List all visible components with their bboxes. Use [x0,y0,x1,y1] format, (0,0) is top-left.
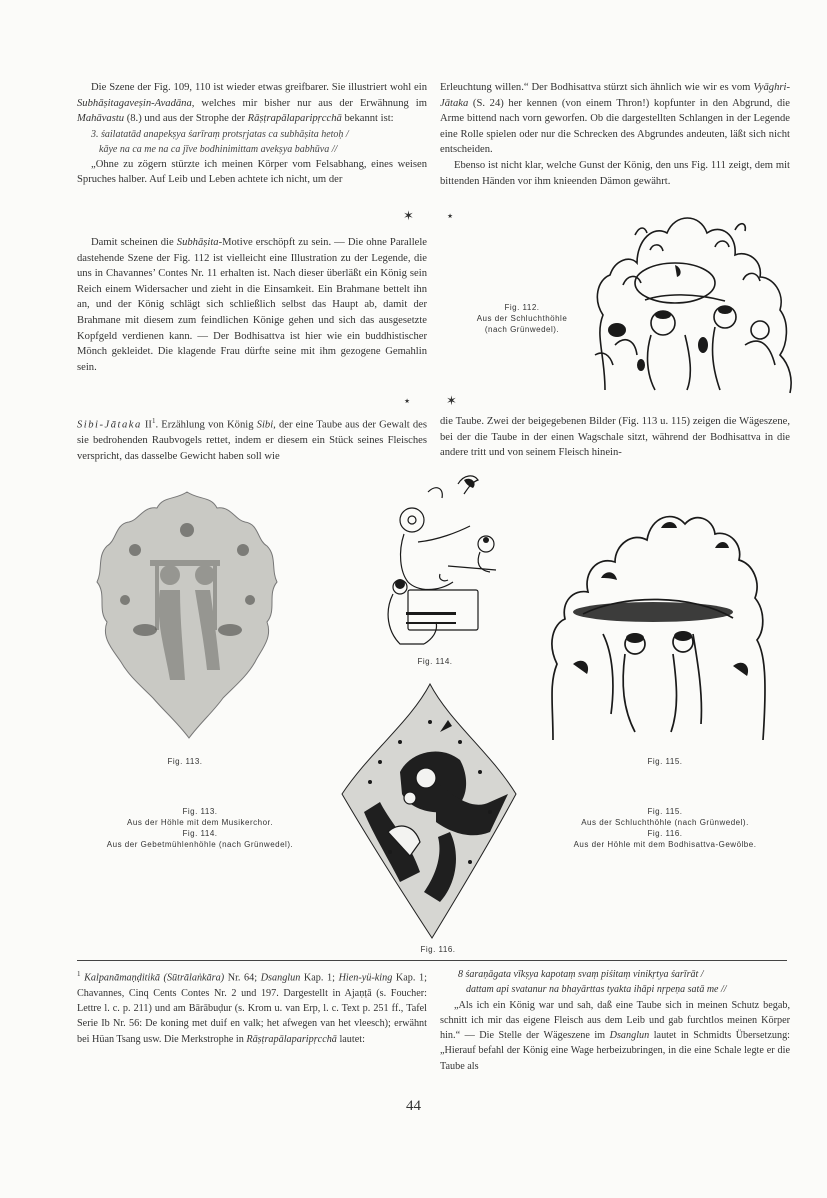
paragraph: Ebenso ist nicht klar, welche Gunst der König, den uns Fig. 111 zeigt, dem mit bittenden Händen vor ihm knieenden Dämon gewährt. [440,159,790,187]
section3-right [440,414,790,461]
verse-line: dattam api svatanur na bhayārttas tyakta ihāpi nṛpeṇa satā me // [466,984,727,996]
footnote: $^1$ Kalpanāmaṇḍitikā (Sūtrālaṅkāra) Nr. 64; Dsanglun Kap. 1; Hien-yü-king Kap. 1; Chavannes, Cinq Cents Contes Nr. 2 und 197. Dargestellt in Ajaṇṭā (s. Foucher: Lettre l. c. p. 211) und am Bārābuḍur (s. Krom u. van Erp, l. c. Text p. 251 ff., Tafel Serie Ib Nr. 56: De koning met duif en valk; het afwegen van het vleesch); erwähnt bei Hüan Tsang usw. Die Merkstrophe in Rāṣṭrapālaparipṛcchā lautet: [77,970,427,1045]
fig114-label: Fig. 114. [417,657,453,666]
fig115-116-caption: Fig. 115. Aus der Schluchthöhle (nach Grünwedel). Fig. 116. Aus der Höhle mit dem Bodhisattva-Gewölbe. [573,807,757,849]
paragraph: die Taube. Zwei der beigegebenen Bilder (Fig. 113 u. 115) zeigen die Wägeszene, bei der die Taube in der einen Wagschale sitzt, während der Bodhisattva in die andere tritt und von seinem Fleisch hinein- [440,416,790,459]
paragraph: „Ohne zu zögern stürzte ich meinen Körper vom Felsabhang, eines weisen Spruches halber. Auf Leib und Leben achtete ich nicht, um der [77,158,427,186]
fig114-image [378,462,523,654]
fig116-label: Fig. 116. [420,945,456,954]
page-number: 44 [406,1098,421,1114]
section1-left-column [77,80,427,188]
fig116-image [340,682,518,940]
fig112-caption: Fig. 112. Aus der Schluchthöhle (nach Grünwedel). [476,303,568,334]
footnote-rule [77,960,787,961]
section1-right-column [440,80,790,189]
section-star: ⋆ [403,393,412,408]
section-star: ✶ [446,393,457,408]
fig112-image [575,205,810,395]
verse-line: 3. śailatatād anapekṣya śarīraṃ protsṛjatas ca subhāṣita hetoḥ / [91,128,349,140]
section3-left [77,414,427,464]
verse-line: kāye na ca me na ca jīve bodhinimittam avekṣya babhūva // [99,143,338,155]
paragraph: Erleuchtung willen.“ Der Bodhisattva stürzt sich ähnlich wie wir es vom Vyāghri-Jātaka (S. 24) her kennen (von einem Thron!) kopfunter in den Abgrund, die Arme bittend nach vorn geworfen. Ob die dargestellten Schlangen in der Legende eine Rolle spielen oder nur die Schrecken des Abgrundes andeuten, läßt sich nicht entscheiden. [440,82,790,156]
paragraph: Die Szene der Fig. 109, 110 ist wieder etwas greifbarer. Sie illustriert wohl ein Subhāṣitagaveṣin-Avadāna, welches mir bisher nur aus der Erwähnung im Mahāvastu (8.) und aus der Strophe der Rāṣṭrapālaparipṛcchā bekannt ist: [77,82,427,125]
section-star: ✶ [403,208,414,223]
fig113-label: Fig. 113. [167,757,203,766]
fig115-label: Fig. 115. [647,757,683,766]
fig113-image [95,490,280,740]
fig113-114-caption: Fig. 113. Aus der Höhle mit dem Musikerchor. Fig. 114. Aus der Gebetmühlenhöhle (nach Grünwedel). [106,807,294,849]
paragraph: Damit scheinen die Subhāṣita-Motive erschöpft zu sein. — Die ohne Parallele dastehende Szene der Fig. 112 ist vielleicht eine Illustration zu der Legende, die uns in Chavannes’ Contes Nr. 11 erhalten ist. Nach dieser überläßt ein König sein Reich einem Widersacher und zieht in die Einsamkeit. Ein Brahmane bettelt ihn an, und der König schlägt sich schließlich selbst das Haupt ab, damit der Brahmane mit diesem zum feindlichen Könige gehen und sich das ausgesetzte Kopfgeld verdienen kann. — Der Bodhisattva ist hier wie ein buddhistischer Mönch gekleidet. Die klagende Frau dürfte seine mit ihm gezogene Gemahlin sein. [77,237,427,373]
section2-text [77,235,427,375]
section-star: ⋆ [446,208,455,223]
verse-line: 8 śaraṇāgata vīkṣya kapotaṃ svaṃ piśitaṃ vinikṛtya śarīrāt / [458,969,704,980]
footnote-left [77,967,427,1047]
footnote-right [440,967,790,1074]
footnote-translation: „Als ich ein König war und sah, daß eine Taube sich in meinen Schutz begab, schnitt ich mir das eigene Fleisch aus dem Leib und gab furchtlos meinen Körper hin.“ — Die Stelle der Wägeszene im Dsanglun lautet in Schmidts Übersetzung: „Hierauf befahl der König eine Wage herbeizubringen, in die eine Schale legte er die Taube als [440,999,791,1072]
fig115-image [543,494,768,744]
paragraph: Sibi-Jātaka $II^1$. Erzählung von König Sibi, der eine Taube aus der Gewalt des sie bedrohenden Raubvogels rettet, indem er diesem ein Stück seines Fleisches verspricht, das dasselbe Gewicht haben soll wie [77,417,427,462]
